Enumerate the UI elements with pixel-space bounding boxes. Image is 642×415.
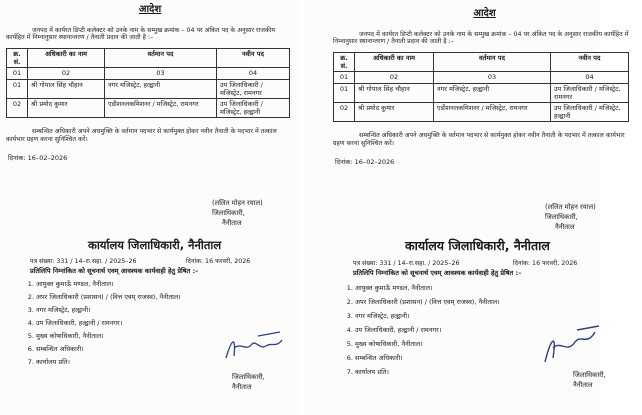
document-page — [327, 4, 642, 390]
row-current-post: एडीशनलकमिशनर / मजिस्ट्रेट, रामनगर — [434, 102, 551, 121]
endorsement-signature-block — [232, 372, 265, 392]
table-row — [7, 79, 290, 98]
order-intro: जनपद में कार्यरत डिप्टी कलेक्टर को उनके नाम के सम्मुख क्रमांक – 04 पर अंकित पद के अनुसार राजकीय कार्यहित में निम्नानुसार स्थानान्तरण / तैनाती प्रदान की जाती है :– — [6, 26, 276, 42]
header-name: अधिकारी का नाम — [28, 49, 105, 68]
order-title: आदेश — [138, 4, 162, 15]
list-item: 2. अपर जिलाधिकारी (प्रशासन) / (वित्त एवम् राजस्व), नैनीताल। — [36, 291, 181, 304]
column-number: 01 — [334, 72, 355, 83]
row-current-post: नगर मजिस्ट्रेट, हल्द्वानी — [105, 79, 217, 98]
column-number: 02 — [355, 72, 434, 83]
list-item: 2. अपर जिलाधिकारी (प्रशासन) / (वित्त एवम् राजस्व), नैनीताल। — [355, 295, 500, 309]
header-new-post: नवीन पद — [551, 53, 629, 72]
row-officer-name: श्री प्रमोद कुमार — [355, 102, 434, 121]
letter-number: पत्र संख्या: 331 / 14–रा.सहा. / 2025–26 — [353, 260, 460, 267]
row-serial: 01 — [7, 79, 28, 98]
column-number-row — [7, 68, 290, 79]
document-copy-right — [305, 0, 629, 415]
list-item: 1. आयुक्त कुमाऊँ मण्डल, नैनीताल। — [355, 281, 500, 295]
row-new-post: उप जिलाधिकारी / मजिस्ट्रेट, हल्द्वानी — [217, 98, 290, 117]
header-current-post: वर्तमान पद — [105, 49, 217, 68]
order-closing: सम्बन्धित अधिकारी अपने अधमुक्ति के वर्तमान पदभार से कार्यमुक्त होकर नवीन तैनाती के पदभार में तत्काल कार्यभार ग्रहण करना सुनिश्चित करें। — [6, 128, 277, 143]
list-item: 4. उप जिलाधिकारी, हल्द्वानी / रामनगर। — [36, 317, 181, 330]
endorsement-place: नैनीताल — [573, 381, 593, 390]
row-officer-name: श्री प्रमोद कुमार — [28, 98, 105, 117]
order-closing: सम्बन्धित अधिकारी अपने अधमुक्ति के वर्तमान पदभार से कार्यमुक्त होकर नवीन तैनाती के पदभार में तत्काल कार्यभार ग्रहण करना सुनिश्चित करें। — [333, 132, 625, 147]
order-date: दिनांक: 16–02–2026 — [8, 153, 68, 162]
handwritten-signature — [222, 330, 292, 364]
row-new-post: उप जिलाधिकारी / मजिस्ट्रेट, रामनगर — [217, 79, 290, 98]
column-number: 03 — [434, 72, 551, 83]
endorsement-designation: जिलाधिकारी, — [573, 371, 606, 379]
order-intro: जनपद में कार्यरत डिप्टी कलेक्टर को उनके नाम के सम्मुख क्रमांक – 04 पर अंकित पद के अनुसार राजकीय कार्यहित में निम्नानुसार स्थानान्तरण / तैनाती प्रदान की जाती है :– — [333, 30, 629, 46]
table-header-row — [334, 53, 629, 72]
column-number: 04 — [217, 68, 290, 79]
row-officer-name: श्री गोपाल सिंह चौहान — [28, 79, 105, 98]
list-item: 4. उप जिलाधिकारी, हल्द्वानी / रामनगर। — [355, 323, 500, 337]
copy-heading: प्रतिलिपि निम्नांकित को सूचनार्थ एवम् आवश्यक कार्यवाही हेतु प्रेषित :– — [30, 267, 199, 275]
row-serial: 01 — [334, 83, 355, 102]
column-number: 01 — [7, 68, 28, 79]
header-serial: क्र. सं. — [7, 49, 28, 68]
handwritten-signature — [537, 324, 603, 368]
header-serial: क्र. सं. — [334, 53, 355, 72]
list-item: 7. कार्यालय प्रति। — [36, 356, 181, 369]
endorsement-signature-block — [573, 370, 606, 390]
list-item: 3. नगर मजिस्ट्रेट, हल्द्वानी। — [355, 309, 500, 323]
row-current-post: एडीशनलकमिशनर / मजिस्ट्रेट, रामनगर — [105, 98, 217, 117]
column-number: 02 — [28, 68, 105, 79]
list-item: 5. मुख्य कोषाधिकारी, नैनीताल। — [355, 337, 500, 351]
row-current-post: नगर मजिस्ट्रेट, हल्द्वानी — [434, 83, 551, 102]
endorsement-designation: जिलाधिकारी, — [232, 373, 265, 381]
row-officer-name: श्री गोपाल सिंह चौहान — [355, 83, 434, 102]
table-row — [334, 83, 629, 102]
signatory-place: नैनीताल — [222, 219, 242, 228]
posting-table — [333, 52, 629, 122]
endorsement-place: नैनीताल — [232, 383, 252, 392]
order-date: दिनांक: 16–02–2026 — [335, 157, 395, 166]
order-title: आदेश — [473, 8, 496, 19]
signatory-designation: जिलाधिकारी, — [212, 209, 245, 218]
row-new-post: उप जिलाधिकारी / मजिस्ट्रेट, हल्द्वानी — [551, 102, 629, 121]
table-row — [7, 98, 290, 117]
header-current-post: वर्तमान पद — [434, 53, 551, 72]
office-heading: कार्यालय जिलाधिकारी, नैनीताल — [405, 238, 550, 253]
signature-block — [212, 198, 263, 229]
letter-number: पत्र संख्या: 331 / 14–रा.सहा. / 2025–26 — [30, 258, 137, 265]
document-page — [0, 0, 300, 392]
list-item: 7. कार्यालय प्रति। — [355, 365, 500, 379]
signatory-designation: जिलाधिकारी, — [545, 213, 578, 222]
office-heading: कार्यालय जिलाधिकारी, नैनीताल — [88, 238, 222, 252]
column-number: 03 — [105, 68, 217, 79]
letter-date: दिनांक: 16 फरवरी, 2026 — [186, 258, 251, 265]
table-row — [334, 102, 629, 121]
posting-table — [6, 48, 290, 118]
copy-heading: प्रतिलिपि निम्नांकित को सूचनार्थ एवम् आवश्यक कार्यवाही हेतु प्रेषित :– — [353, 269, 522, 277]
list-item: 6. सम्बन्धित अधिकारी। — [36, 343, 181, 356]
recipient-list — [22, 278, 181, 369]
signatory-name: (ललित मोहन रयाल) — [545, 203, 596, 211]
row-serial: 02 — [334, 102, 355, 121]
list-item: 3. नगर मजिस्ट्रेट, हल्द्वानी। — [36, 304, 181, 317]
list-item: 6. सम्बन्धित अधिकारी। — [355, 351, 500, 365]
column-number-row — [334, 72, 629, 83]
recipient-list — [341, 281, 500, 379]
signatory-name: (ललित मोहन रयाल) — [212, 199, 263, 207]
signatory-place: नैनीताल — [555, 223, 575, 232]
list-item: 1. आयुक्त कुमाऊँ मण्डल, नैनीताल। — [36, 278, 181, 291]
signature-block — [545, 202, 596, 233]
row-serial: 02 — [7, 98, 28, 117]
document-copy-left — [0, 0, 300, 415]
table-header-row — [7, 49, 290, 68]
list-item: 5. मुख्य कोषाधिकारी, नैनीताल। — [36, 330, 181, 343]
header-new-post: नवीन पद — [217, 49, 290, 68]
letter-date: दिनांक: 16 फरवरी, 2026 — [513, 260, 578, 267]
header-name: अधिकारी का नाम — [355, 53, 434, 72]
column-number: 04 — [551, 72, 629, 83]
row-new-post: उप जिलाधिकारी / मजिस्ट्रेट, रामनगर — [551, 83, 629, 102]
